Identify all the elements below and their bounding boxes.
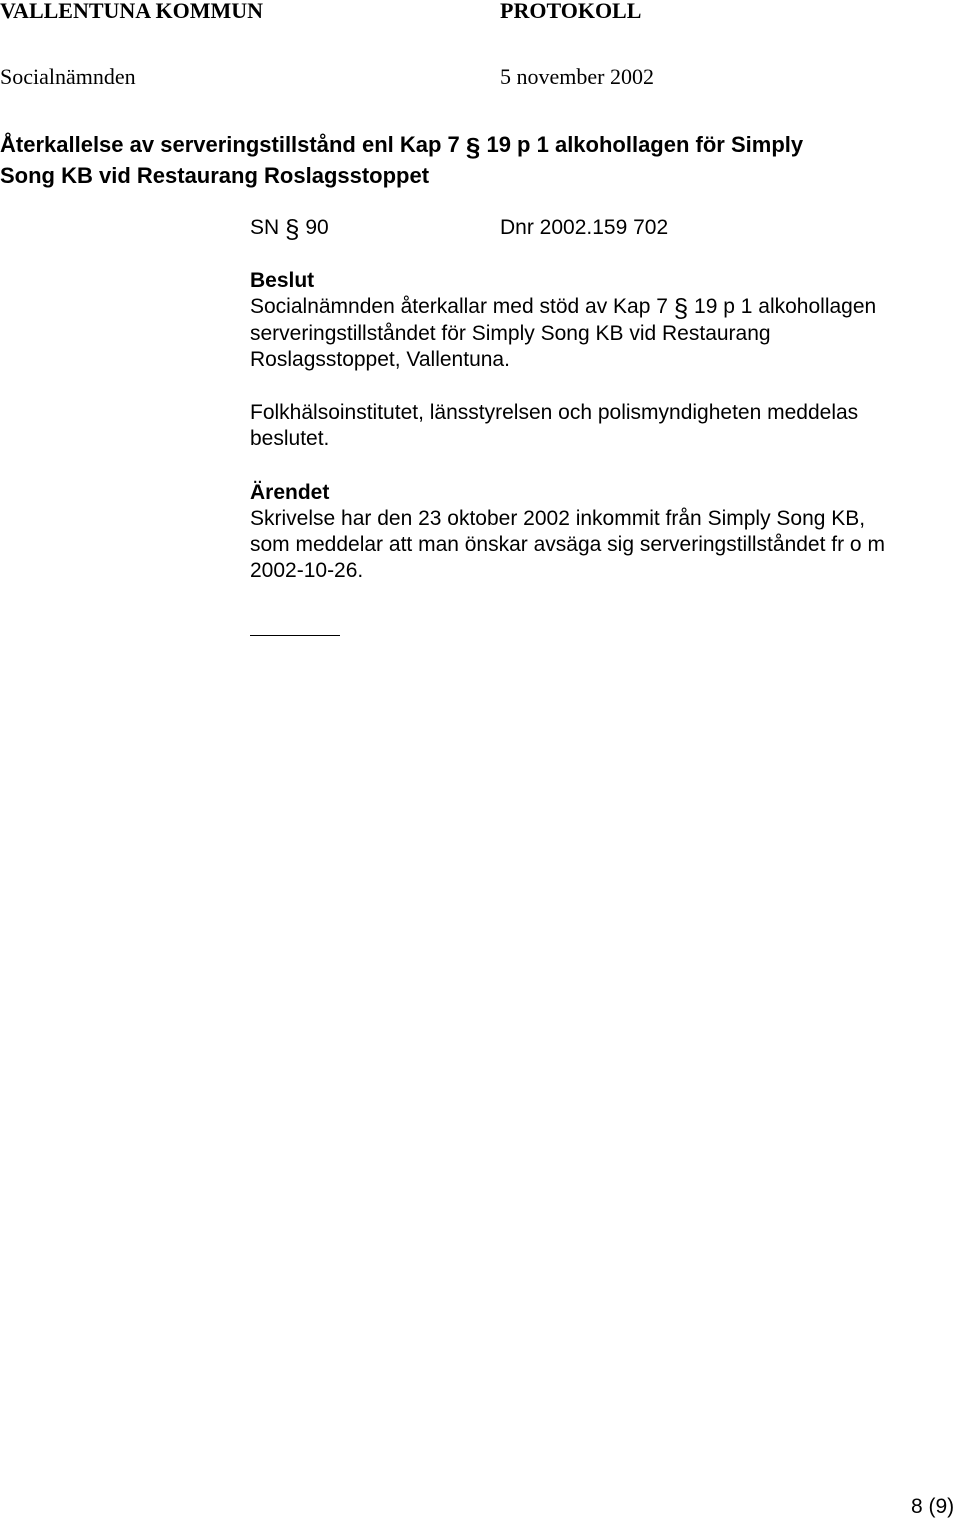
organization-name: VALLENTUNA KOMMUN [0,0,264,23]
decision-text [250,294,876,373]
decision-line-2: serveringstillståndet för Simply Song KB vid Restaurang [250,322,771,345]
matter-line-1: Skrivelse har den 23 oktober 2002 inkommit från Simply Song KB, [250,507,866,530]
decision-notice [250,400,858,452]
closing-rule [250,635,340,636]
notice-line-1: Folkhälsoinstitutet, länsstyrelsen och polismyndigheten meddelas [250,401,859,424]
meeting-date: 5 november 2002 [500,64,654,89]
decision-line-1: Socialnämnden återkallar med stöd av Kap 7 § 19 p 1 alkohollagen [250,293,877,323]
section-sign: § [465,132,481,162]
matter-text [250,506,885,584]
committee-name: Socialnämnden [0,64,136,89]
section-sign: § [285,214,300,244]
matter-heading: Ärendet [250,481,330,504]
page-number: 8 (9) [911,1495,955,1518]
matter-line-2: som meddelar att man önskar avsäga sig serveringstillståndet fr o m [250,533,885,556]
paragraph-reference: SN § 90 [250,214,329,244]
section-sign: § [673,293,689,323]
title-line-2: Song KB vid Restaurang Roslagsstoppet [0,163,430,188]
page-title [0,129,950,191]
decision-line-3: Roslagsstoppet, Vallentuna. [250,348,510,371]
document-type: PROTOKOLL [500,0,642,23]
title-line-1: Återkallelse av serveringstillstånd enl Kap 7 § 19 p 1 alkohollagen för Simply [0,132,804,162]
diary-number: Dnr 2002.159 702 [500,216,669,239]
decision-heading: Beslut [250,269,315,292]
matter-line-3: 2002-10-26. [250,559,364,582]
notice-line-2: beslutet. [250,427,330,450]
